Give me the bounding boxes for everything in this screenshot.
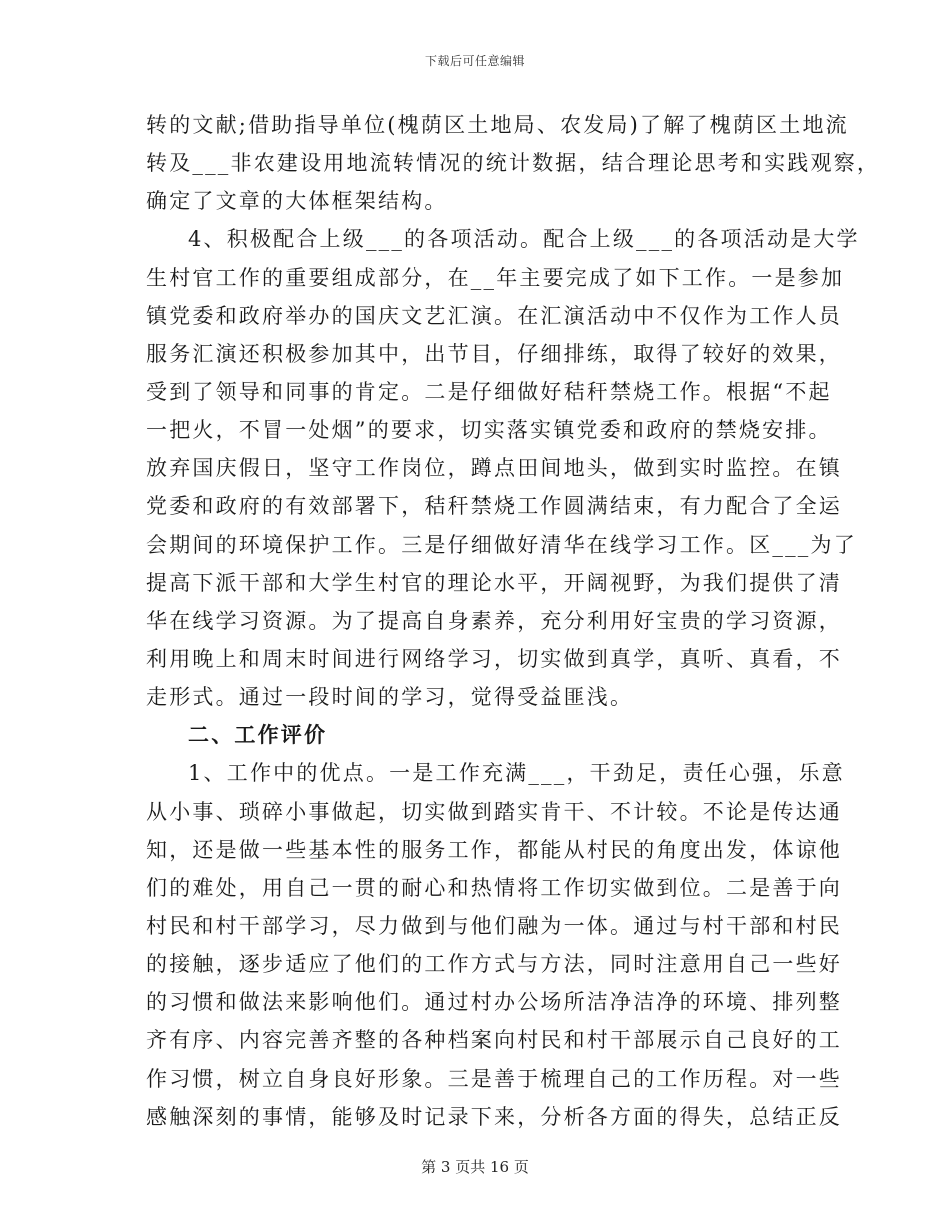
text-line: 走形式。通过一段时间的学习，觉得受益匪浅。 — [146, 685, 634, 710]
text-line: 知，还是做一些基本性的服务工作，都能从村民的角度出发，体谅他 — [146, 837, 842, 862]
text-line: 从小事、琐碎小事做起，切实做到踏实肯干、不计较。不论是传达通 — [146, 799, 842, 824]
text-line: 华在线学习资源。为了提高自身素养，充分利用好宝贵的学习资源， — [146, 608, 842, 633]
text-line: 村民和村干部学习，尽力做到与他们融为一体。通过与村干部和村民 — [146, 913, 842, 938]
text-line: 服务汇演还积极参加其中，出节目，仔细排练，取得了较好的效果， — [146, 341, 842, 366]
document-body — [146, 106, 881, 1136]
text-line: 作习惯，树立自身良好形象。三是善于梳理自己的工作历程。对一些 — [146, 1066, 842, 1091]
text-line: 提高下派干部和大学生村官的理论水平，开阔视野，为我们提供了清 — [146, 570, 842, 595]
text-line: 生村官工作的重要组成部分，在__年主要完成了如下工作。一是参加 — [146, 265, 845, 290]
text-line: 会期间的环境保护工作。三是仔细做好清华在线学习工作。区___为了 — [146, 532, 857, 557]
text-line: 放弃国庆假日，坚守工作岗位，蹲点田间地头，做到实时监控。在镇 — [146, 456, 842, 481]
text-line: 转及___非农建设用地流转情况的统计数据，结合理论思考和实践观察， — [146, 151, 881, 176]
page-number: 第 3 页共 16 页 — [421, 1158, 529, 1176]
text-line: 镇党委和政府举办的国庆文艺汇演。在汇演活动中不仅作为工作人员 — [146, 303, 842, 328]
text-line: 齐有序、内容完善齐整的各种档案向村民和村干部展示自己良好的工 — [146, 1028, 842, 1053]
text-line: 党委和政府的有效部署下，秸秆禁烧工作圆满结束，有力配合了全运 — [146, 494, 842, 519]
text-line: 确定了文章的大体框架结构。 — [146, 189, 448, 214]
section-heading: 二、工作评价 — [188, 722, 328, 748]
text-line: 的接触，逐步适应了他们的工作方式与方法，同时注意用自己一些好 — [146, 952, 842, 977]
text-line: 感触深刻的事情，能够及时记录下来，分析各方面的得失，总结正反 — [146, 1104, 842, 1129]
page-header: 下载后可任意编辑 — [424, 54, 525, 68]
text-line: 转的文献;借助指导单位(槐荫区土地局、农发局)了解了槐荫区土地流 — [146, 113, 849, 137]
text-line: 一把火，不冒一处烟”的要求，切实落实镇党委和政府的禁烧安排。 — [146, 418, 832, 443]
text-line: 受到了领导和同事的肯定。二是仔细做好秸秆禁烧工作。根据“不起 — [146, 379, 832, 404]
paragraph-start-line: 1、工作中的优点。一是工作充满___，干劲足，责任心强，乐意 — [188, 761, 845, 786]
paragraph-start-line: 4、积极配合上级___的各项活动。配合上级___的各项活动是大学 — [188, 227, 860, 252]
text-line: 利用晚上和周末时间进行网络学习，切实做到真学，真听、真看，不 — [146, 646, 842, 671]
text-line: 的习惯和做法来影响他们。通过村办公场所洁净洁净的环境、排列整 — [146, 990, 842, 1015]
text-line: 们的难处，用自己一贯的耐心和热情将工作切实做到位。二是善于向 — [146, 875, 842, 900]
